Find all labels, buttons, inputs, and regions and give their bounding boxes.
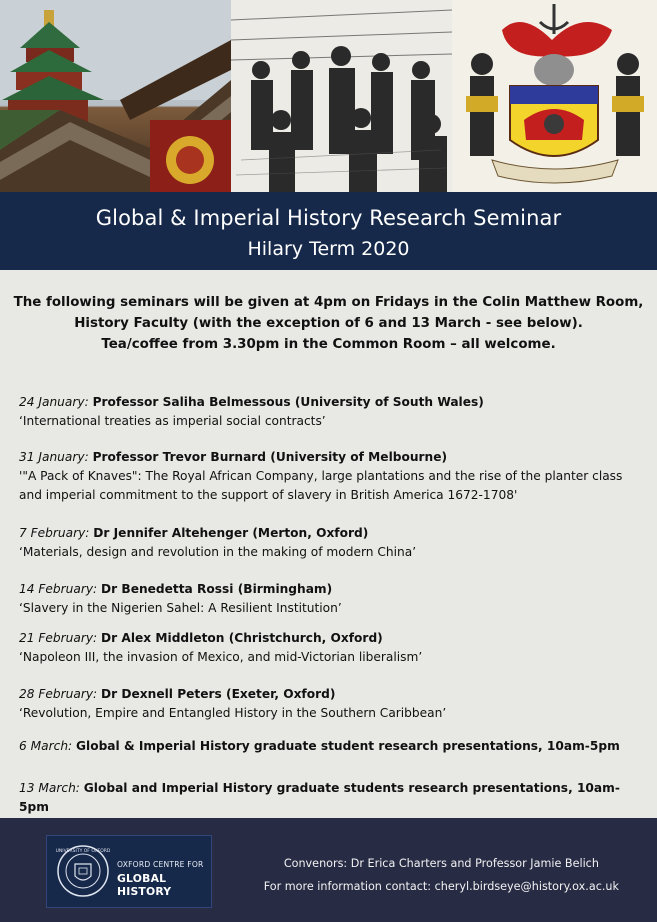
seminar-talk: '"A Pack of Knaves": The Royal African Company, large plantations and the rise of the planter class and imperial commitment to the support of slavery in British America 1672-1708' xyxy=(19,469,623,502)
logo-line-2: GLOBAL HISTORY xyxy=(117,872,172,898)
intro-line-3: Tea/coffee from 3.30pm in the Common Room – all welcome. xyxy=(101,337,556,352)
seminar-speaker: Dr Dexnell Peters (Exeter, Oxford) xyxy=(101,687,336,701)
seminar-entry xyxy=(19,737,643,756)
seminar-date: 13 March: xyxy=(19,781,80,795)
chinese-pagoda-image xyxy=(0,0,231,192)
seminar-speaker: Dr Jennifer Altehenger (Merton, Oxford) xyxy=(93,526,369,540)
seminar-entry xyxy=(19,393,643,431)
seminar-speaker: Global & Imperial History graduate student research presentations, 10am-5pm xyxy=(76,739,620,753)
seal-text: UNIVERSITY OF OXFORD xyxy=(56,849,110,854)
seminar-entry xyxy=(19,580,643,618)
seminar-talk: ‘Slavery in the Nigerien Sahel: A Resilient Institution’ xyxy=(19,601,342,615)
seminar-date: 14 February: xyxy=(19,582,98,596)
seminar-entry xyxy=(19,685,643,723)
seminar-date: 21 February: xyxy=(19,631,98,645)
seminar-date: 31 January: xyxy=(19,450,89,464)
royal-african-company-crest-image xyxy=(452,0,657,192)
seminar-entry xyxy=(19,779,643,817)
seminar-title: Global & Imperial History Research Seminar xyxy=(95,206,562,230)
title-band xyxy=(0,192,657,270)
seminar-speaker: Professor Trevor Burnard (University of Melbourne) xyxy=(92,450,448,464)
seminar-speaker: Professor Saliha Belmessous (University of South Wales) xyxy=(92,395,484,409)
seminar-talk: ‘International treaties as imperial social contracts’ xyxy=(19,414,326,428)
intro-line-2: History Faculty (with the exception of 6 and 13 March - see below). xyxy=(74,316,583,331)
contact-text: For more information contact: cheryl.birdseye@history.ox.ac.uk xyxy=(263,880,619,893)
intro-line-1: The following seminars will be given at 4pm on Fridays in the Colin Matthew Room, xyxy=(13,295,644,310)
seminar-date: 28 February: xyxy=(19,687,98,701)
historical-engraving-image xyxy=(231,0,452,192)
seminar-entry xyxy=(19,524,643,562)
logo-line-1: OXFORD CENTRE FOR xyxy=(117,860,204,869)
seminar-entry xyxy=(19,448,643,505)
convenors-text: Convenors: Dr Erica Charters and Professor Jamie Belich xyxy=(283,857,599,870)
intro-text xyxy=(12,292,645,355)
header-images xyxy=(0,0,657,192)
seminar-speaker: Global and Imperial History graduate students research presentations, 10am-5pm xyxy=(19,781,620,814)
oxford-centre-logo xyxy=(46,835,212,908)
seminar-date: 24 January: xyxy=(19,395,89,409)
seminar-talk: ‘Materials, design and revolution in the making of modern China’ xyxy=(19,545,417,559)
term-label: Hilary Term 2020 xyxy=(247,238,410,260)
seminar-date: 7 February: xyxy=(19,526,90,540)
footer xyxy=(0,818,657,922)
seminar-entry xyxy=(19,629,643,667)
university-seal-icon xyxy=(56,844,110,898)
seminar-talk: ‘Napoleon III, the invasion of Mexico, and mid-Victorian liberalism’ xyxy=(19,650,423,664)
seminar-speaker: Dr Alex Middleton (Christchurch, Oxford) xyxy=(101,631,383,645)
seminar-date: 6 March: xyxy=(19,739,73,753)
seminar-talk: ‘Revolution, Empire and Entangled History in the Southern Caribbean’ xyxy=(19,706,447,720)
seminar-speaker: Dr Benedetta Rossi (Birmingham) xyxy=(101,582,333,596)
contact-info xyxy=(264,852,619,898)
